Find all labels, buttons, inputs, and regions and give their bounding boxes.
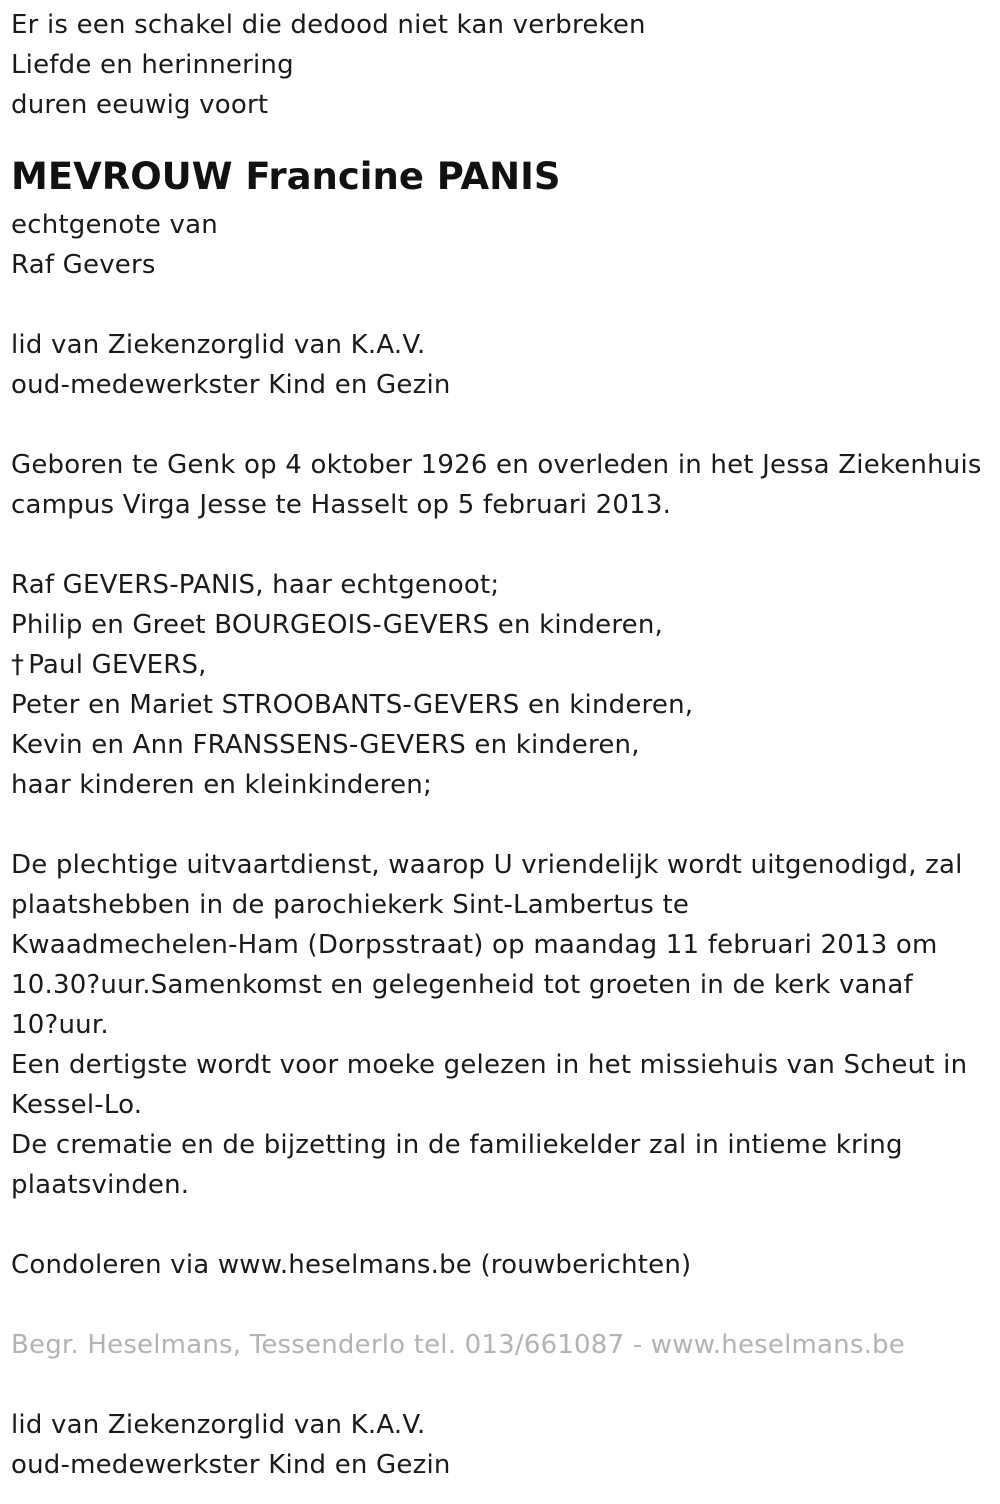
family-line-1: Raf GEVERS-PANIS, haar echtgenoot; (11, 570, 500, 600)
ceremony-line-9: plaatsvinden. (11, 1170, 190, 1200)
spacer (11, 1205, 1000, 1245)
spacer (11, 285, 1000, 325)
spacer (11, 805, 1000, 845)
spacer (11, 525, 1000, 565)
family-line-6: haar kinderen en kleinkinderen; (11, 770, 432, 800)
ceremony-line-5: 10?uur. (11, 1010, 109, 1040)
cross-icon: † (11, 650, 25, 680)
birth-death-line-1: Geboren te Genk op 4 oktober 1926 en overleden in het Jessa Ziekenhuis (11, 450, 982, 480)
ceremony-line-1: De plechtige uitvaartdienst, waarop U vriendelijk wordt uitgenodigd, zal (11, 850, 963, 880)
ceremony-line-4: 10.30?uur.Samenkomst en gelegenheid tot groeten in de kerk vanaf (11, 970, 913, 1000)
membership-repeat-line-2: oud-medewerkster Kind en Gezin (11, 1450, 451, 1480)
membership-line-1: lid van Ziekenzorglid van K.A.V. (11, 330, 426, 360)
family-line-3 (11, 645, 1000, 685)
ceremony-line-2: plaatshebben in de parochiekerk Sint-Lambertus te (11, 890, 690, 920)
family-line-2: Philip en Greet BOURGEOIS-GEVERS en kinderen, (11, 610, 664, 640)
ceremony-line-3: Kwaadmechelen-Ham (Dorpsstraat) op maandag 11 februari 2013 om (11, 930, 938, 960)
funeral-home-footer: Begr. Heselmans, Tessenderlo tel. 013/661087 - www.heselmans.be (11, 1330, 905, 1360)
membership-repeat-line-1: lid van Ziekenzorglid van K.A.V. (11, 1410, 426, 1440)
family-line-3-text: Paul GEVERS, (28, 650, 207, 680)
ceremony-line-6: Een dertigste wordt voor moeke gelezen in het missiehuis van Scheut in (11, 1050, 968, 1080)
poem-line-2: Liefde en herinnering (11, 50, 294, 80)
membership-line-2: oud-medewerkster Kind en Gezin (11, 370, 451, 400)
spacer (11, 1365, 1000, 1405)
family-line-4: Peter en Mariet STROOBANTS-GEVERS en kinderen, (11, 690, 694, 720)
spacer (11, 1285, 1000, 1325)
family-line-5: Kevin en Ann FRANSSENS-GEVERS en kinderen, (11, 730, 640, 760)
poem-line-3: duren eeuwig voort (11, 90, 269, 120)
poem-line-1: Er is een schakel die dedood niet kan verbreken (11, 10, 646, 40)
spacer (11, 405, 1000, 445)
birth-death-line-2: campus Virga Jesse te Hasselt op 5 februari 2013. (11, 490, 672, 520)
spouse-name: Raf Gevers (11, 250, 156, 280)
ceremony-line-8: De crematie en de bijzetting in de familiekelder zal in intieme kring (11, 1130, 903, 1160)
ceremony-line-7: Kessel-Lo. (11, 1090, 143, 1120)
condolence-line: Condoleren via www.heselmans.be (rouwberichten) (11, 1250, 692, 1280)
deceased-name-title: MEVROUW Francine PANIS (11, 155, 561, 198)
spouse-intro: echtgenote van (11, 210, 218, 240)
